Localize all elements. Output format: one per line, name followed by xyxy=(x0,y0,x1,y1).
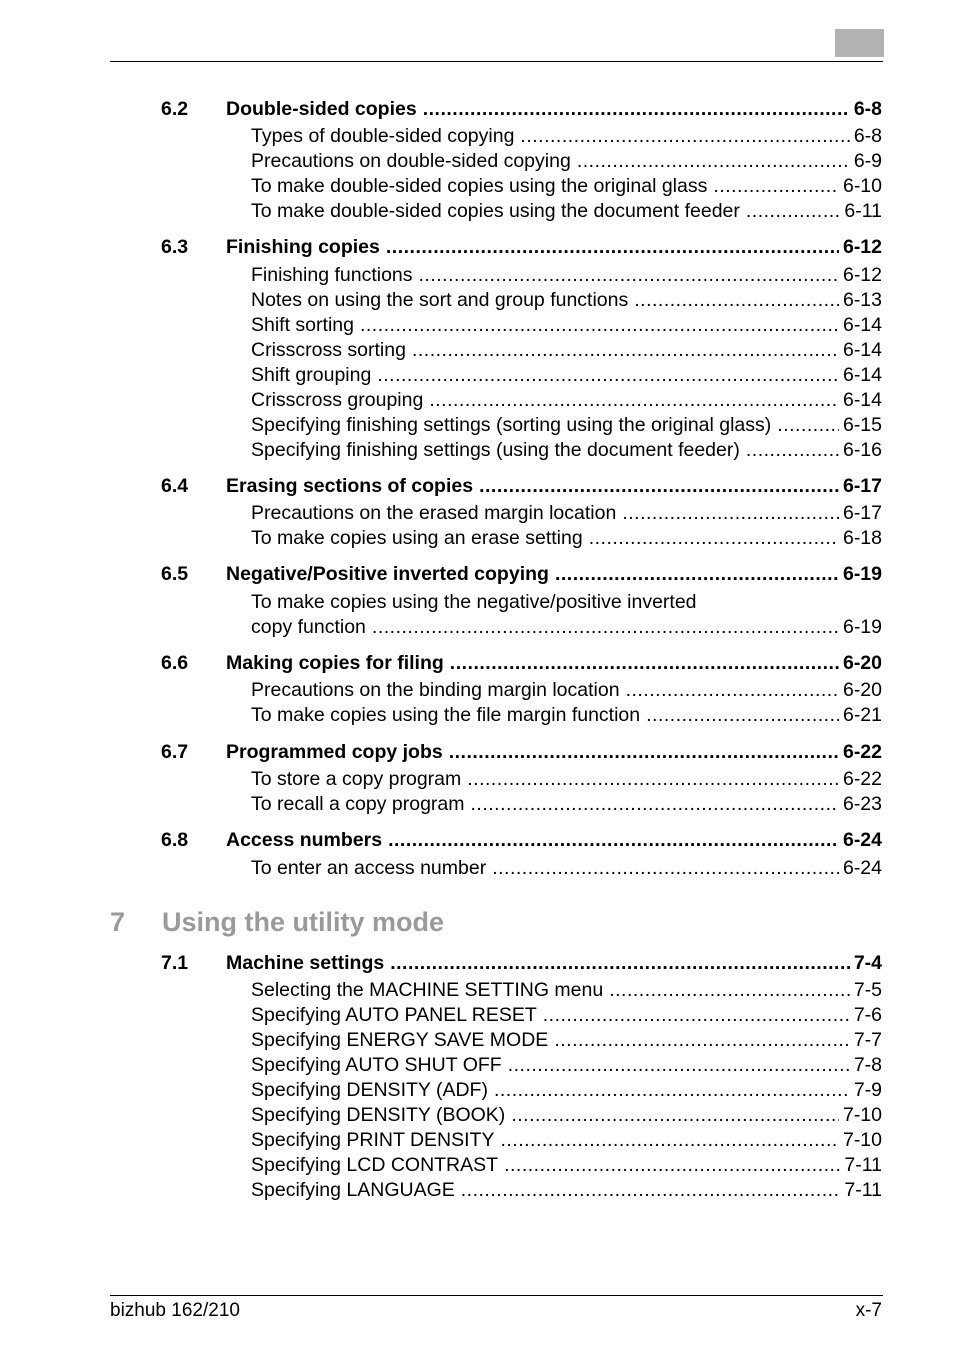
page-number: 6-17 xyxy=(842,502,882,524)
section-number: 6.2 xyxy=(161,98,189,120)
leader-dots xyxy=(626,678,839,703)
entry-title: Specifying DENSITY (ADF) xyxy=(251,1079,488,1101)
page-number: 6-14 xyxy=(842,389,882,411)
toc-entry[interactable] xyxy=(0,313,954,338)
leader-dots xyxy=(479,474,839,499)
toc-entry[interactable] xyxy=(0,288,954,313)
page-number: 6-14 xyxy=(842,364,882,386)
page-number: 6-16 xyxy=(842,439,882,461)
chapter-number: 7 xyxy=(110,907,126,937)
leader-dots xyxy=(494,1078,850,1103)
toc-entry[interactable] xyxy=(0,1003,954,1028)
footer-rule xyxy=(110,1295,883,1296)
leader-dots xyxy=(388,828,839,853)
page-number: 6-12 xyxy=(842,264,882,286)
leader-dots xyxy=(777,413,839,438)
toc-entry[interactable] xyxy=(0,388,954,413)
section-number: 6.4 xyxy=(161,475,189,497)
entry-title: To make copies using an erase setting xyxy=(251,527,583,549)
page-number: 7-11 xyxy=(844,1154,882,1176)
leader-dots xyxy=(372,615,839,640)
leader-dots xyxy=(386,235,839,260)
toc-entry[interactable] xyxy=(0,1128,954,1153)
leader-dots xyxy=(461,1178,841,1203)
entry-title: Specifying AUTO SHUT OFF xyxy=(251,1054,502,1076)
toc-entry[interactable] xyxy=(0,199,954,224)
page-number: 6-18 xyxy=(842,527,882,549)
section-number: 6.5 xyxy=(161,563,189,585)
toc-entry[interactable] xyxy=(0,1178,954,1203)
leader-dots xyxy=(622,501,839,526)
toc-entry[interactable] xyxy=(0,1053,954,1078)
section-number: 6.7 xyxy=(161,741,189,763)
page-number: 7-5 xyxy=(853,979,882,1001)
entry-title: To make double-sided copies using the original glass xyxy=(251,175,708,197)
leader-dots xyxy=(390,951,850,976)
toc-entry[interactable] xyxy=(0,124,954,149)
toc-entry[interactable] xyxy=(0,615,954,640)
entry-title: Specifying finishing settings (sorting using the original glass) xyxy=(251,414,772,436)
entry-title: copy function xyxy=(251,616,366,638)
toc-entry[interactable] xyxy=(0,363,954,388)
entry-title: Specifying LCD CONTRAST xyxy=(251,1154,499,1176)
page-number: 6-23 xyxy=(842,793,882,815)
leader-dots xyxy=(609,978,850,1003)
toc-entry[interactable] xyxy=(0,703,954,728)
toc-entry[interactable] xyxy=(0,856,954,881)
toc-entry[interactable] xyxy=(0,1153,954,1178)
leader-dots xyxy=(360,313,839,338)
entry-title: To make copies using the negative/positive inverted xyxy=(251,591,697,613)
leader-dots xyxy=(646,703,839,728)
toc-entry[interactable] xyxy=(0,978,954,1003)
page-number: 6-24 xyxy=(842,857,882,879)
entry-title: Shift grouping xyxy=(251,364,372,386)
page-number: 6-19 xyxy=(842,563,882,585)
section-title: Programmed copy jobs xyxy=(226,741,443,763)
page-number: 7-10 xyxy=(842,1104,882,1126)
chapter-title: Using the utility mode xyxy=(162,907,445,937)
toc-entry[interactable] xyxy=(0,263,954,288)
entry-title: Shift sorting xyxy=(251,314,354,336)
entry-title: Crisscross grouping xyxy=(251,389,424,411)
leader-dots xyxy=(471,792,839,817)
footer-product-name: bizhub 162/210 xyxy=(110,1300,240,1321)
toc-section-6-8[interactable] xyxy=(0,828,954,853)
leader-dots xyxy=(577,149,850,174)
page-number: 6-8 xyxy=(853,125,882,147)
leader-dots xyxy=(634,288,839,313)
page-number: 6-14 xyxy=(842,339,882,361)
leader-dots xyxy=(467,767,839,792)
entry-title: Specifying finishing settings (using the document feeder) xyxy=(251,439,740,461)
toc-entry[interactable] xyxy=(0,501,954,526)
toc-entry[interactable] xyxy=(0,338,954,363)
entry-title: To recall a copy program xyxy=(251,793,465,815)
toc-section-6-3[interactable] xyxy=(0,235,954,260)
entry-title: Specifying DENSITY (BOOK) xyxy=(251,1104,506,1126)
entry-title: Specifying PRINT DENSITY xyxy=(251,1129,495,1151)
leader-dots xyxy=(713,174,839,199)
section-title: Double-sided copies xyxy=(226,98,417,120)
section-title: Erasing sections of copies xyxy=(226,475,474,497)
page-number: 7-6 xyxy=(853,1004,882,1026)
entry-title: Precautions on double-sided copying xyxy=(251,150,571,172)
entry-title: To make copies using the file margin function xyxy=(251,704,641,726)
entry-title: Finishing functions xyxy=(251,264,413,286)
entry-title: Types of double-sided copying xyxy=(251,125,515,147)
page-number: 6-17 xyxy=(842,475,882,497)
section-title: Finishing copies xyxy=(226,236,380,258)
section-title: Machine settings xyxy=(226,952,385,974)
section-title: Making copies for filing xyxy=(226,652,444,674)
page-number: 6-19 xyxy=(842,616,882,638)
page-number: 6-8 xyxy=(853,98,882,120)
toc-entry[interactable] xyxy=(0,678,954,703)
toc-entry[interactable] xyxy=(0,438,954,463)
page-number: 6-12 xyxy=(842,236,882,258)
page-number: 7-7 xyxy=(853,1029,882,1051)
entry-title: Precautions on the binding margin location xyxy=(251,679,620,701)
entry-title: To make double-sided copies using the document feeder xyxy=(251,200,740,222)
page-number: 6-20 xyxy=(842,652,882,674)
toc-section-6-2[interactable] xyxy=(0,97,954,122)
toc-section-6-5[interactable] xyxy=(0,562,954,587)
leader-dots xyxy=(746,199,841,224)
page-number: 6-9 xyxy=(853,150,882,172)
page-number: 6-22 xyxy=(842,768,882,790)
page-number: 7-11 xyxy=(844,1179,882,1201)
entry-title: Crisscross sorting xyxy=(251,339,406,361)
toc-section-6-4[interactable] xyxy=(0,474,954,499)
entry-title: Specifying ENERGY SAVE MODE xyxy=(251,1029,549,1051)
entry-title: To enter an access number xyxy=(251,857,487,879)
toc-section-6-7[interactable] xyxy=(0,740,954,765)
page-number: 6-24 xyxy=(842,829,882,851)
page-number: 6-14 xyxy=(842,314,882,336)
page-number: 6-11 xyxy=(844,200,882,222)
page-number: 6-20 xyxy=(842,679,882,701)
page-number: 7-9 xyxy=(853,1079,882,1101)
leader-dots xyxy=(500,1128,839,1153)
page-number: 6-22 xyxy=(842,741,882,763)
toc-entry[interactable] xyxy=(0,767,954,792)
leader-dots xyxy=(520,124,849,149)
page-number: 7-4 xyxy=(853,952,882,974)
page-number: 6-21 xyxy=(842,704,882,726)
leader-dots xyxy=(554,1028,850,1053)
entry-title: To store a copy program xyxy=(251,768,462,790)
page-number: 7-10 xyxy=(842,1129,882,1151)
toc-entry[interactable] xyxy=(0,1103,954,1128)
toc-entry[interactable] xyxy=(0,149,954,174)
leader-dots xyxy=(412,338,839,363)
footer-page-number: x-7 xyxy=(855,1300,882,1321)
section-number: 6.3 xyxy=(161,236,189,258)
entry-title: Notes on using the sort and group functions xyxy=(251,289,629,311)
leader-dots xyxy=(450,651,839,676)
entry-title: Specifying LANGUAGE xyxy=(251,1179,455,1201)
header-rule xyxy=(110,61,883,62)
leader-dots xyxy=(449,740,839,765)
leader-dots xyxy=(492,856,839,881)
page-number: 6-10 xyxy=(842,175,882,197)
leader-dots xyxy=(511,1103,839,1128)
entry-title: Specifying AUTO PANEL RESET xyxy=(251,1004,537,1026)
section-number: 6.6 xyxy=(161,652,189,674)
toc-entry[interactable] xyxy=(0,792,954,817)
chapter-tab-marker xyxy=(835,29,884,57)
leader-dots xyxy=(504,1153,840,1178)
leader-dots xyxy=(543,1003,850,1028)
leader-dots xyxy=(746,438,839,463)
page-number: 7-8 xyxy=(853,1054,882,1076)
entry-title: Selecting the MACHINE SETTING menu xyxy=(251,979,604,1001)
toc-section-7-1[interactable] xyxy=(0,951,954,976)
leader-dots xyxy=(419,263,839,288)
toc-entry[interactable] xyxy=(0,526,954,551)
toc-entry[interactable] xyxy=(0,590,954,615)
section-number: 6.8 xyxy=(161,829,189,851)
toc-entry[interactable] xyxy=(0,1028,954,1053)
section-number: 7.1 xyxy=(161,952,189,974)
page-number: 6-15 xyxy=(842,414,882,436)
leader-dots xyxy=(508,1053,850,1078)
toc-entry[interactable] xyxy=(0,413,954,438)
leader-dots xyxy=(377,363,839,388)
leader-dots xyxy=(555,562,839,587)
toc-entry[interactable] xyxy=(0,1078,954,1103)
leader-dots xyxy=(589,526,839,551)
leader-dots xyxy=(429,388,839,413)
toc-entry[interactable] xyxy=(0,174,954,199)
toc-section-6-6[interactable] xyxy=(0,651,954,676)
leader-dots xyxy=(423,97,850,122)
page-number: 6-13 xyxy=(842,289,882,311)
section-title: Access numbers xyxy=(226,829,383,851)
entry-title: Precautions on the erased margin location xyxy=(251,502,617,524)
section-title: Negative/Positive inverted copying xyxy=(226,563,549,585)
